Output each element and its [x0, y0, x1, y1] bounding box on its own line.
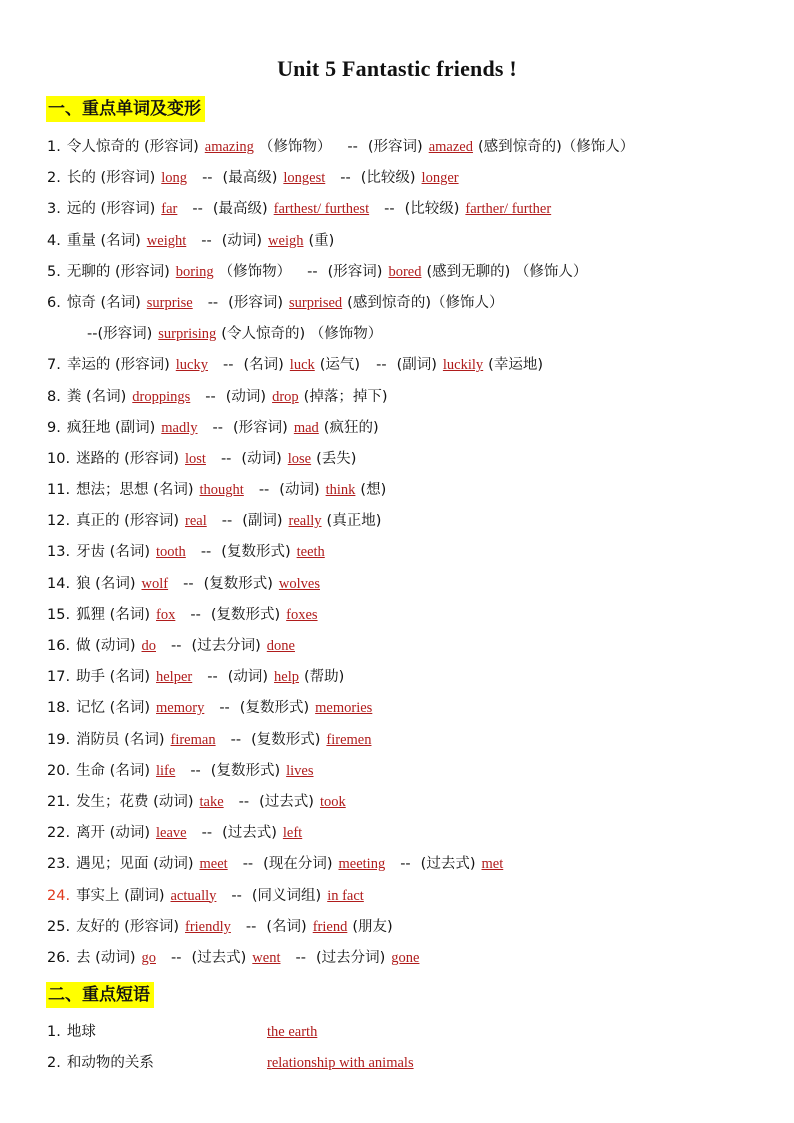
separator: --: [207, 294, 219, 311]
separator: --: [231, 887, 242, 904]
phrase-row: [47, 1048, 767, 1079]
answer-word: lives: [286, 762, 314, 779]
word-label: (最高级): [212, 201, 268, 218]
word-label: (过去分词): [315, 949, 386, 966]
word-label: (掉落；掉下): [303, 388, 388, 405]
answer-word: longer: [421, 170, 459, 187]
word-label: 离开 (动词): [76, 825, 150, 842]
phrase-label: [47, 1048, 267, 1079]
answer-word: left: [282, 825, 303, 842]
separator: --: [190, 762, 201, 779]
word-label: （修饰物）: [218, 263, 292, 280]
word-row: [47, 912, 767, 943]
separator: --: [400, 856, 411, 873]
answer-word: teeth: [296, 544, 325, 561]
answer-word: long: [161, 170, 188, 187]
item-number: 10.: [47, 450, 71, 467]
word-row: [47, 693, 767, 724]
item-number: 8.: [47, 388, 61, 405]
section-heading-words: 一、重点单词及变形: [46, 96, 205, 122]
word-row: [47, 849, 767, 880]
word-label: (现在分词): [263, 856, 333, 873]
separator: --: [242, 856, 254, 873]
word-label: (比较级): [360, 170, 416, 187]
separator: --: [190, 606, 201, 623]
word-row: [47, 382, 767, 413]
answer-word: leave: [156, 825, 187, 842]
item-number: 7.: [47, 357, 61, 374]
word-label: 做 (动词): [76, 638, 136, 654]
word-label: (最高级): [222, 170, 278, 187]
item-number: 1.: [47, 1024, 61, 1040]
word-label: (形容词): [233, 419, 288, 436]
answer-word: lucky: [175, 357, 208, 374]
word-row: [47, 319, 767, 350]
word-label: (感到惊奇的)（修饰人）: [347, 294, 504, 311]
answer-word: in fact: [327, 887, 364, 904]
separator: --: [171, 638, 182, 654]
answer-word: memory: [156, 700, 205, 717]
word-label: 想法；思想 (名词): [76, 482, 194, 499]
answer-word: wolf: [141, 575, 169, 592]
word-label: 助手 (名词): [76, 669, 150, 686]
item-number: 23.: [47, 856, 71, 873]
word-label: (动词): [241, 450, 282, 467]
phrase-label: [47, 1017, 267, 1048]
word-label: 友好的 (形容词): [76, 918, 179, 935]
item-number: 6.: [47, 294, 61, 311]
phrase-chinese: 地球: [66, 1024, 96, 1040]
word-row: [47, 537, 767, 568]
answer-word: madly: [161, 419, 198, 436]
word-row: [47, 631, 767, 662]
section-heading-phrases: 二、重点短语: [46, 982, 154, 1008]
word-label: 粪 (名词): [66, 388, 127, 405]
word-label: (感到惊奇的)（修饰人）: [477, 139, 635, 155]
answer-word: friend: [312, 918, 348, 935]
word-label: (运气): [319, 357, 361, 374]
item-number: 24.: [47, 887, 71, 904]
word-label: 消防员 (名词): [76, 731, 165, 748]
page-title: Unit 5 Fantastic friends !: [277, 56, 517, 81]
answer-word: meet: [199, 856, 228, 873]
word-row: [47, 662, 767, 693]
phrase-answer: the earth: [267, 1024, 318, 1040]
word-label: (副词): [396, 357, 437, 374]
word-label: (感到无聊的) （修饰人）: [426, 263, 588, 280]
answer-word: boring: [175, 263, 214, 280]
separator: --: [245, 918, 257, 935]
word-label: (形容词): [367, 139, 423, 155]
answer-word: met: [481, 856, 504, 873]
answer-word: went: [252, 949, 281, 966]
word-row: [47, 600, 767, 631]
separator: --: [200, 544, 212, 561]
word-label: (想): [360, 482, 387, 499]
word-label: (形容词): [228, 294, 283, 311]
separator: --: [376, 357, 387, 374]
answer-word: surprised: [289, 294, 343, 311]
answer-word: wolves: [278, 575, 320, 592]
word-row: [47, 132, 767, 163]
word-label: 遇见；见面 (动词): [76, 856, 194, 873]
word-label: (同义词组): [251, 887, 322, 904]
word-label: （修饰物）: [258, 139, 332, 155]
answer-word: memories: [315, 700, 373, 717]
word-row: [47, 413, 767, 444]
item-number: 4.: [47, 232, 61, 249]
separator: --: [201, 232, 212, 249]
answer-word: lose: [287, 450, 312, 467]
answer-word: bored: [388, 263, 422, 280]
word-label: (复数形式): [203, 575, 273, 592]
word-label: 无聊的 (形容词): [66, 263, 170, 280]
word-row: [47, 163, 767, 194]
word-row: [47, 756, 767, 787]
answer-word: meeting: [338, 856, 386, 873]
answer-word: farther/ further: [465, 201, 552, 218]
word-label: (过去式): [222, 825, 277, 842]
answer-word: surprising: [158, 326, 217, 343]
item-number: 13.: [47, 544, 71, 561]
separator: --: [171, 949, 182, 966]
word-row: [47, 444, 767, 475]
word-label: 重量 (名词): [66, 232, 141, 249]
separator: --: [220, 450, 232, 467]
answer-word: life: [156, 762, 176, 779]
word-label: 远的 (形容词): [66, 201, 156, 218]
word-row: [47, 506, 767, 537]
word-label: 去 (动词): [76, 949, 136, 966]
word-label: (丢失): [316, 450, 357, 467]
answer-word: fox: [156, 606, 176, 623]
item-number: 22.: [47, 825, 71, 842]
answer-word: drop: [272, 388, 299, 405]
word-label: 幸运的 (形容词): [66, 357, 170, 374]
word-label: (复数形式): [239, 700, 310, 717]
answer-word: done: [266, 638, 295, 654]
answer-word: tooth: [156, 544, 186, 561]
separator: --: [212, 419, 223, 436]
answer-word: real: [185, 513, 207, 530]
separator: --: [205, 388, 216, 405]
answer-word: firemen: [326, 731, 372, 748]
word-row: [47, 818, 767, 849]
word-label: 真正的 (形容词): [76, 513, 179, 530]
item-number: 18.: [47, 700, 71, 717]
word-label: (朋友): [352, 918, 393, 935]
phrase-row: [47, 1017, 767, 1048]
word-label: (过去分词): [191, 638, 261, 654]
phrase-answer: relationship with animals: [267, 1055, 414, 1072]
answer-word: thought: [199, 482, 244, 499]
word-row: [47, 288, 767, 319]
answer-word: actually: [170, 887, 217, 904]
separator: --: [258, 482, 270, 499]
item-number: 19.: [47, 731, 71, 748]
item-number: 2.: [47, 1055, 61, 1072]
answer-word: surprise: [146, 294, 193, 311]
word-label: 记忆 (名词): [76, 700, 150, 717]
word-label: 生命 (名词): [76, 762, 150, 779]
word-label: 狐狸 (名词): [76, 606, 150, 623]
word-label: (复数形式): [210, 606, 281, 623]
item-number: 21.: [47, 793, 71, 810]
answer-word: really: [288, 513, 322, 530]
word-row: [47, 194, 767, 225]
answer-word: luck: [289, 357, 315, 374]
answer-word: take: [199, 793, 224, 810]
word-label: (副词): [242, 513, 283, 530]
answer-word: think: [325, 482, 356, 499]
separator: --: [192, 201, 203, 218]
separator: --: [207, 669, 218, 686]
word-row: [47, 725, 767, 756]
word-label: (过去式): [191, 949, 247, 966]
item-number: 17.: [47, 669, 71, 686]
answer-word: friendly: [185, 918, 231, 935]
word-row: [47, 881, 767, 912]
word-label: 长的 (形容词): [66, 170, 156, 187]
answer-word: longest: [283, 170, 326, 187]
item-number: 20.: [47, 762, 71, 779]
answer-word: fireman: [170, 731, 216, 748]
separator: --: [223, 357, 234, 374]
item-number: 12.: [47, 513, 71, 530]
word-label: 发生；花费 (动词): [76, 793, 194, 810]
item-number: 2.: [47, 170, 61, 187]
word-label: 事实上 (副词): [76, 887, 165, 904]
word-label: (复数形式): [210, 762, 281, 779]
answer-word: took: [319, 793, 346, 810]
answer-word: lost: [185, 450, 206, 467]
word-label: 狼 (名词): [76, 575, 136, 592]
answer-word: amazed: [428, 139, 473, 155]
separator: --: [384, 201, 395, 218]
item-number: 11.: [47, 482, 71, 499]
separator: --: [219, 700, 230, 717]
word-label: (帮助): [304, 669, 345, 686]
answer-word: foxes: [286, 606, 318, 623]
separator: --: [202, 170, 213, 187]
answer-word: go: [141, 949, 156, 966]
word-label: (比较级): [404, 201, 460, 218]
separator: --: [238, 793, 250, 810]
word-label: (疯狂的): [323, 419, 379, 436]
separator: --: [230, 731, 242, 748]
answer-word: weight: [146, 232, 187, 249]
separator: --: [183, 575, 194, 592]
word-label: (真正地): [326, 513, 382, 530]
word-label: (过去式): [259, 793, 314, 810]
separator: --: [307, 263, 318, 280]
word-label: (幸运地): [488, 357, 543, 374]
word-row: [47, 475, 767, 506]
word-list: [47, 132, 767, 974]
separator: --: [295, 949, 306, 966]
word-row: [47, 569, 767, 600]
answer-word: do: [141, 638, 156, 654]
item-number: 14.: [47, 575, 71, 592]
word-label: (形容词): [327, 263, 383, 280]
answer-word: mad: [293, 419, 319, 436]
separator: --: [221, 513, 233, 530]
phrase-list: [47, 1017, 767, 1079]
word-label: (名词): [266, 918, 307, 935]
word-label: (令人惊奇的) （修饰物）: [221, 326, 383, 343]
word-label: (复数形式): [221, 544, 291, 561]
answer-word: gone: [391, 949, 420, 966]
word-label: (重): [308, 232, 335, 249]
item-number: 26.: [47, 949, 71, 966]
item-number: 5.: [47, 263, 61, 280]
item-number: 9.: [47, 419, 61, 436]
word-label: (动词): [227, 669, 269, 686]
word-label: (复数形式): [251, 731, 321, 748]
answer-word: helper: [156, 669, 193, 686]
answer-word: amazing: [204, 139, 254, 155]
answer-word: droppings: [132, 388, 191, 405]
answer-word: far: [161, 201, 178, 218]
answer-word: weigh: [268, 232, 304, 249]
word-row: [47, 787, 767, 818]
answer-word: farthest/ furthest: [273, 201, 370, 218]
word-row: [47, 257, 767, 288]
word-label: 牙齿 (名词): [76, 544, 150, 561]
item-number: 25.: [47, 918, 71, 935]
word-label: 令人惊奇的 (形容词): [66, 139, 199, 155]
word-row: [47, 226, 767, 257]
word-label: 疯狂地 (副词): [66, 419, 156, 436]
phrase-chinese: 和动物的关系: [66, 1055, 154, 1072]
separator: --: [347, 139, 358, 155]
word-label: (过去式): [420, 856, 476, 873]
separator: --: [201, 825, 213, 842]
answer-word: luckily: [442, 357, 484, 374]
item-number: 15.: [47, 606, 71, 623]
word-label: (动词): [221, 232, 263, 249]
word-label: 惊奇 (名词): [66, 294, 141, 311]
word-label: (动词): [225, 388, 267, 405]
word-label: (动词): [279, 482, 320, 499]
separator: --: [340, 170, 351, 187]
word-row: [47, 350, 767, 381]
word-label: (名词): [243, 357, 284, 374]
word-label: --(形容词): [87, 326, 153, 343]
answer-word: help: [274, 669, 299, 686]
item-number: 1.: [47, 139, 61, 155]
word-label: 迷路的 (形容词): [76, 450, 179, 467]
item-number: 3.: [47, 201, 61, 218]
word-row: [47, 943, 767, 974]
item-number: 16.: [47, 638, 71, 654]
